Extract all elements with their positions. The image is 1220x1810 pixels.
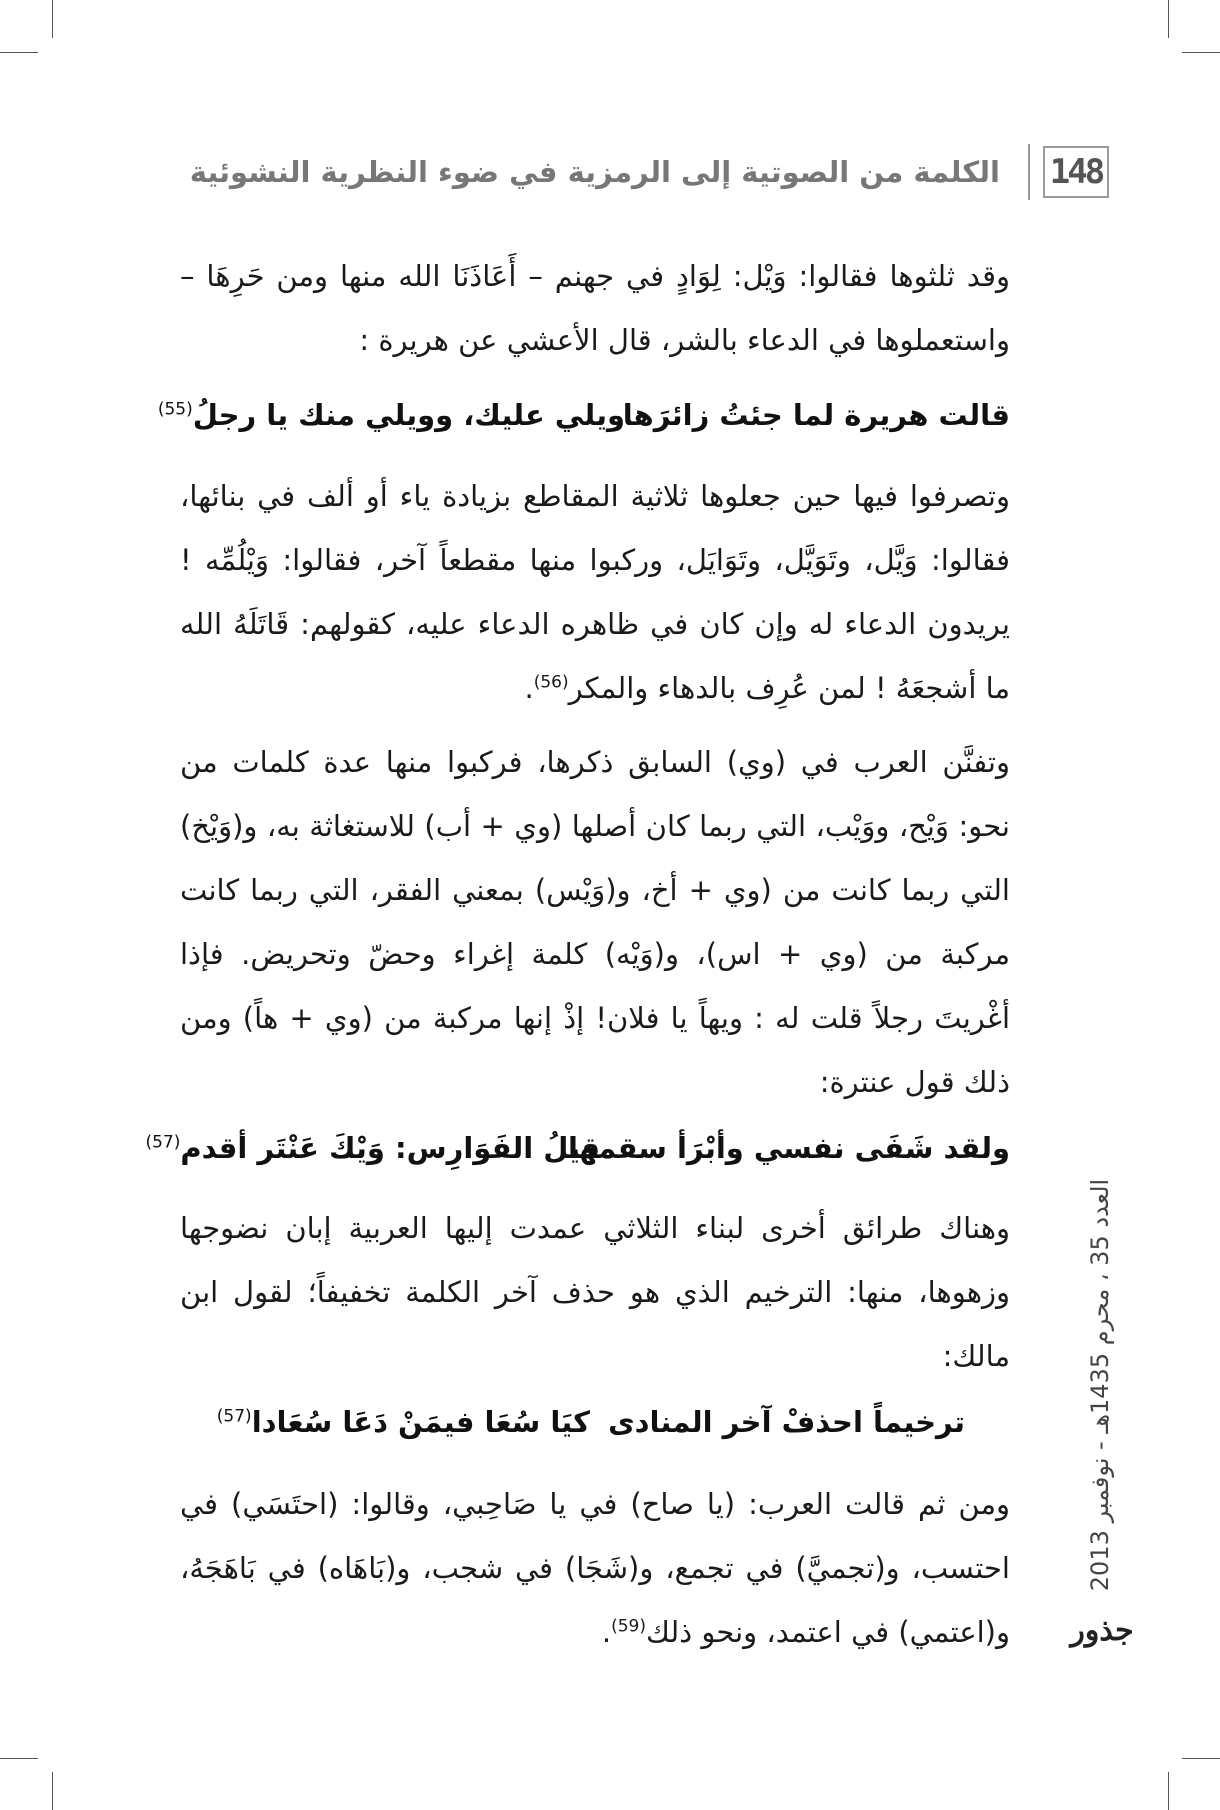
paragraph-5-end: .: [601, 1615, 612, 1649]
verse-3-second-hemistich: كيَا سُعَا فيمَنْ دَعَا سُعَادا: [251, 1405, 590, 1439]
crop-mark: [52, 1772, 53, 1810]
crop-mark: [52, 0, 53, 38]
footnote-ref-55: (55): [157, 399, 193, 420]
paragraph-5: [180, 1472, 1010, 1664]
footnote-ref-57b: (57): [216, 1406, 252, 1427]
issue-info: [1080, 1165, 1120, 1605]
crop-mark: [0, 52, 38, 53]
verse-1-first-hemistich: قالت هريرة لما جئتُ زائرَها: [622, 398, 1010, 432]
paragraph-3-text: وتفنَّن العرب في (وي) السابق ذكرها، فركبوا منها عدة كلمات من نحو: وَيْح، ووَيْب، التي ربما كان أصلها (وي + أب) للاستغاثة به، و(وَيْخ) التي ربما كانت من (وي + أخ، و(وَيْس) بمعني الفقر، التي ربما كانت مركبة من (وي + اس)، و(وَيْه) كلمة إغراء وحضّ وتحريض. فإذا أغْريتَ رجلاً قلت له : ويهاً يا فلان! إذْ إنها مركبة من (وي + هاً) ومن ذلك قول عنترة:: [180, 745, 1010, 1099]
header-divider: [1028, 144, 1030, 200]
verse-3-first-hemistich: ترخيماً احذفْ آخر المنادى: [608, 1405, 965, 1439]
verse-2: [145, 1118, 1010, 1178]
running-title: الكلمة من الصوتية إلى الرمزية في ضوء النظرية النشوئية: [189, 155, 1000, 189]
paragraph-1-text: وقد ثلثوها فقالوا: وَيْل: لِوَادٍ في جهنم – أَعَاذَنَا الله منها ومن حَرِهَا – واستعملوها في الدعاء بالشر، قال الأعشي عن هريرة :: [180, 259, 1010, 357]
paragraph-2-end: .: [524, 671, 534, 705]
issue-info-text: العدد 35 ، محرم 1435هـ - نوفمبر 2013: [1086, 1178, 1114, 1592]
verse-2-second-hemistich: قِيلُ الفَوَارِس: وَيْكَ عَنْتَر أقدم: [180, 1131, 600, 1165]
page-number: 148: [1043, 146, 1109, 198]
footnote-ref-57a: (57): [145, 1132, 181, 1153]
paragraph-2: [180, 464, 1010, 720]
verse-1-second-hemistich-wrap: [158, 385, 625, 445]
crop-mark: [1168, 1772, 1169, 1810]
footnote-ref-59: (59): [611, 1616, 646, 1637]
crop-mark: [1182, 52, 1220, 53]
paragraph-4-text: وهناك طرائق أخرى لبناء الثلاثي عمدت إليها العربية إبان نضوجها وزهوها، منها: الترخيم الذي هو حذف آخر الكلمة تخفيفاً؛ لقول ابن مالك:: [180, 1211, 1010, 1373]
crop-mark: [1182, 1758, 1220, 1759]
crop-mark: [1168, 0, 1169, 38]
verse-2-second-hemistich-wrap: [145, 1118, 600, 1178]
verse-1: [157, 385, 1010, 445]
crop-mark: [0, 1758, 38, 1759]
verse-3: [180, 1392, 1010, 1452]
paragraph-5-text: ومن ثم قالت العرب: (يا صاح) في يا صَاحِبي، وقالوا: (احتَسَي) في احتسب، و(تجميَّ) في تجمع، و(شَجَا) في شجب، و(بَاهَاه) في بَاهَجَهُ، و(اعتمي) في اعتمد، ونحو ذلك: [180, 1487, 1010, 1649]
footnote-ref-56: (56): [533, 672, 569, 693]
verse-3-second-hemistich-wrap: [217, 1392, 590, 1452]
journal-logo: جذور: [1070, 1612, 1134, 1648]
paragraph-4: [180, 1196, 1010, 1388]
verse-2-first-hemistich: ولقد شَفَى نفسي وأبْرَأ سقمها: [568, 1131, 1010, 1165]
paragraph-1: [180, 244, 1010, 372]
paragraph-3: [180, 730, 1010, 1114]
verse-1-second-hemistich: ويلي عليك، وويلي منك يا رجلُ: [192, 398, 625, 432]
paragraph-2-text: وتصرفوا فيها حين جعلوها ثلاثية المقاطع بزيادة ياء أو ألف في بنائها، فقالوا: وَيَّل، وتَوَيَّل، وتَوَايَل، وركبوا منها مقطعاً آخر، فقالوا: وَيْلُمِّه ! يريدون الدعاء له وإن كان في ظاهره الدعاء عليه، كقولهم: قَاتَلَهُ الله ما أشجعَهُ ! لمن عُرِف بالدهاء والمكر: [180, 479, 1010, 705]
